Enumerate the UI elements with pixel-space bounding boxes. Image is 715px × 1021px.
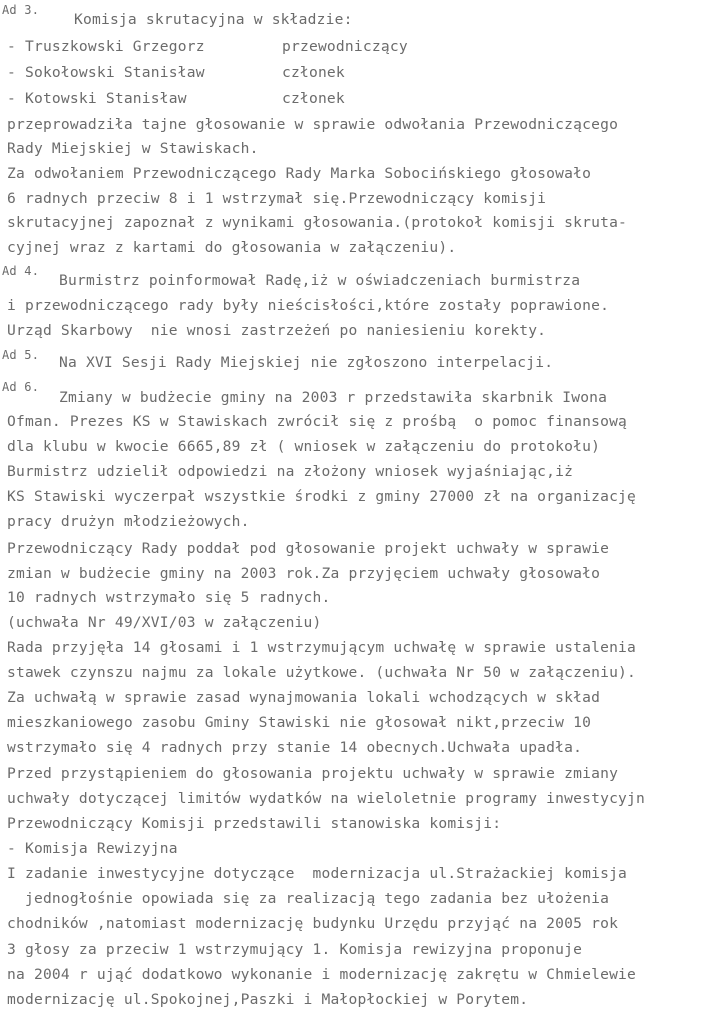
- committee-member-role-1: przewodniczący: [282, 38, 408, 55]
- section-label-ad6: Ad 6.: [2, 380, 40, 394]
- text-line-8: 6 radnych przeciw 8 i 1 wstrzymał się.Przewodniczący komisji: [7, 190, 547, 207]
- text-line-23: 10 radnych wstrzymało się 5 radnych.: [7, 589, 331, 606]
- text-line-14: Na XVI Sesji Rady Miejskiej nie zgłoszono interpelacji.: [59, 354, 554, 371]
- text-line-15: Zmiany w budżecie gminy na 2003 r przedstawiła skarbnik Iwona: [59, 389, 608, 406]
- text-line-12: i przewodniczącego rady były nieścisłości,które zostały poprawione.: [7, 297, 610, 314]
- text-line-1: Komisja skrutacyjna w składzie:: [74, 11, 353, 28]
- committee-member-role-3: członek: [282, 90, 345, 107]
- committee-member-name-2: - Sokołowski Stanisław: [7, 64, 205, 81]
- text-line-30: Przed przystąpieniem do głosowania projektu uchwały w sprawie zmiany: [7, 765, 619, 782]
- text-line-10: cyjnej wraz z kartami do głosowania w załączeniu).: [7, 239, 457, 256]
- text-line-13: Urząd Skarbowy nie wnosi zastrzeżeń po naniesieniu korekty.: [7, 322, 547, 339]
- text-line-7: Za odwołaniem Przewodniczącego Rady Marka Sobocińskiego głosowało: [7, 165, 592, 182]
- text-line-28: mieszkaniowego zasobu Gminy Stawiski nie głosował nikt,przeciw 10: [7, 714, 592, 731]
- text-line-17: dla klubu w kwocie 6665,89 zł ( wniosek w załączeniu do protokołu): [7, 438, 601, 455]
- committee-member-role-2: członek: [282, 64, 345, 81]
- text-line-31: uchwały dotyczącej limitów wydatków na wieloletnie programy inwestycyjn: [7, 790, 646, 807]
- text-line-16: Ofman. Prezes KS w Stawiskach zwrócił się z prośbą o pomoc finansową: [7, 413, 628, 430]
- text-line-35: jednogłośnie opowiada się za realizacją tego zadania bez ułożenia: [7, 890, 610, 907]
- text-line-29: wstrzymało się 4 radnych przy stanie 14 obecnych.Uchwała upadła.: [7, 739, 583, 756]
- text-line-18: Burmistrz udzielił odpowiedzi na złożony wniosek wyjaśniając,iż: [7, 463, 574, 480]
- text-line-22: zmian w budżecie gminy na 2003 rok.Za przyjęciem uchwały głosowało: [7, 565, 601, 582]
- text-line-34: I zadanie inwestycyjne dotyczące modernizacja ul.Strażackiej komisja: [7, 865, 628, 882]
- text-line-37: 3 głosy za przeciw 1 wstrzymujący 1. Komisja rewizyjna proponuje: [7, 941, 583, 958]
- text-line-39: modernizację ul.Spokojnej,Paszki i Małopłockiej w Porytem.: [7, 991, 529, 1008]
- text-line-38: na 2004 r ująć dodatkowo wykonanie i modernizację zakrętu w Chmielewie: [7, 966, 637, 983]
- text-line-9: skrutacyjnej zapoznał z wynikami głosowania.(protokoł komisji skruta-: [7, 214, 628, 231]
- text-line-5: przeprowadziła tajne głosowanie w sprawie odwołania Przewodniczącego: [7, 116, 619, 133]
- section-label-ad3: Ad 3.: [2, 3, 40, 17]
- section-label-ad5: Ad 5.: [2, 348, 40, 362]
- text-line-20: pracy drużyn młodzieżowych.: [7, 513, 250, 530]
- text-line-6: Rady Miejskiej w Stawiskach.: [7, 140, 259, 157]
- text-line-27: Za uchwałą w sprawie zasad wynajmowania lokali wchodzących w skład: [7, 689, 601, 706]
- section-label-ad4: Ad 4.: [2, 264, 40, 278]
- text-line-36: chodników ,natomiast modernizację budynku Urzędu przyjąć na 2005 rok: [7, 915, 619, 932]
- text-line-11: Burmistrz poinformował Radę,iż w oświadczeniach burmistrza: [59, 272, 581, 289]
- committee-member-name-3: - Kotowski Stanisław: [7, 90, 187, 107]
- text-line-24: (uchwała Nr 49/XVI/03 w załączeniu): [7, 614, 322, 631]
- text-line-19: KS Stawiski wyczerpał wszystkie środki z gminy 27000 zł na organizację: [7, 488, 637, 505]
- text-line-32: Przewodniczący Komisji przedstawili stanowiska komisji:: [7, 815, 502, 832]
- text-line-21: Przewodniczący Rady poddał pod głosowanie projekt uchwały w sprawie: [7, 540, 610, 557]
- text-line-33: - Komisja Rewizyjna: [7, 840, 178, 857]
- text-line-25: Rada przyjęła 14 głosami i 1 wstrzymującym uchwałę w sprawie ustalenia: [7, 639, 637, 656]
- committee-member-name-1: - Truszkowski Grzegorz: [7, 38, 205, 55]
- text-line-26: stawek czynszu najmu za lokale użytkowe. (uchwała Nr 50 w załączeniu).: [7, 664, 637, 681]
